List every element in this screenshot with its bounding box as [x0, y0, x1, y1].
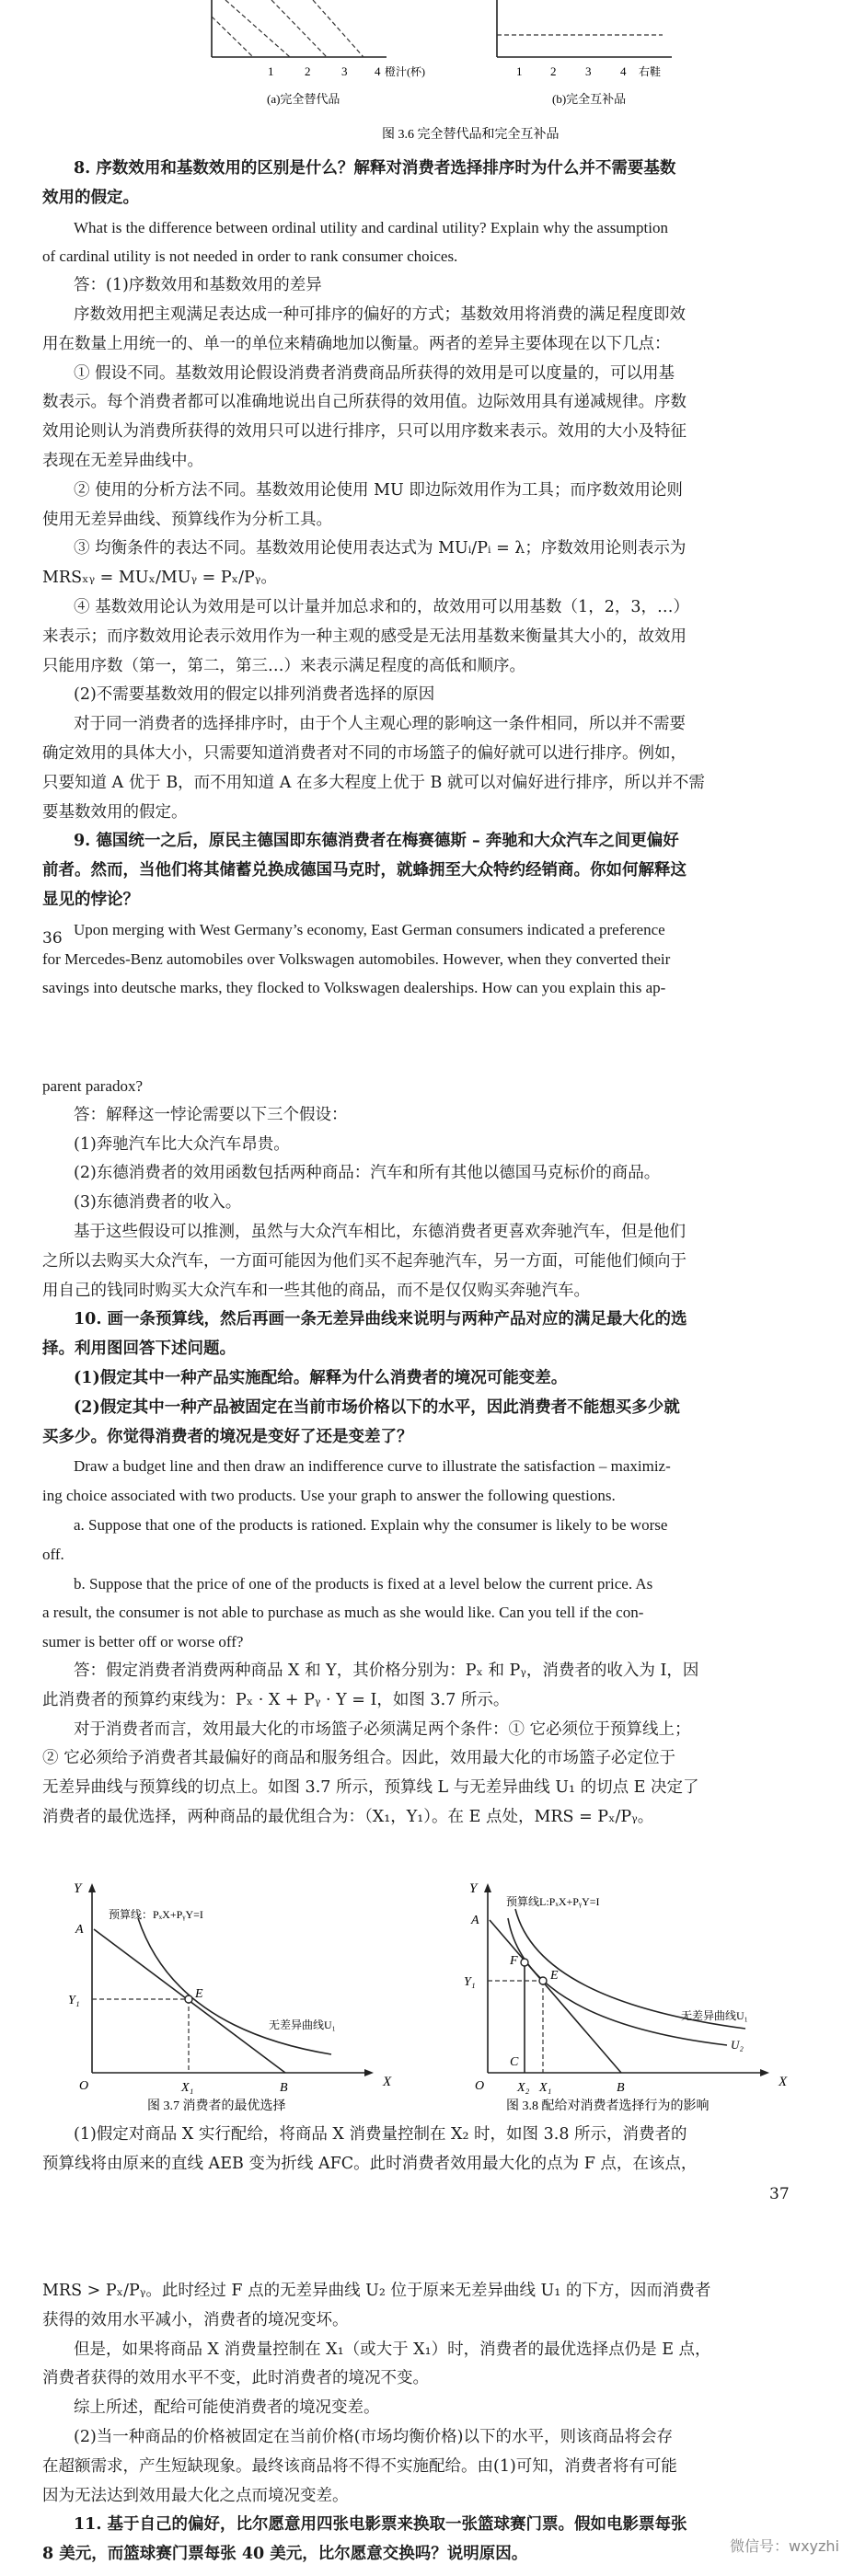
- text-line: Draw a budget line and then draw an indifference curve to illustrate the satisfaction – maximiz-: [74, 1457, 671, 1476]
- fig37-origin-label: O: [79, 2079, 89, 2093]
- text-line: 基于这些假设可以推测，虽然与大众汽车相比，东德消费者更喜欢奔驰汽车，但是他们: [74, 1222, 686, 1241]
- text-line: a result, the consumer is not able to purchase as much as she would like. Can you tell if the con-: [42, 1604, 644, 1622]
- fig36-left-axis-label: 橙汁(杯): [385, 65, 425, 78]
- fig36-left-tick: 1: [268, 64, 274, 78]
- fig38-x-label: X: [779, 2075, 788, 2089]
- text-line: 择。利用图回答下述问题。: [42, 1340, 236, 1359]
- text-line: 前者。然而，当他们将其储蓄兑换成德国马克时，就蜂拥至大众特约经销商。你如何解释这: [42, 861, 687, 880]
- text-line: 10. 画一条预算线，然后再画一条无差异曲线来说明与两种产品对应的满足最大化的选: [74, 1310, 687, 1329]
- fig36-left-tick: 4: [375, 64, 381, 78]
- fig38-y-label: Y: [469, 1881, 478, 1896]
- page-37: [0, 1072, 854, 2222]
- fig37-y-label: Y: [74, 1881, 82, 1896]
- fig38-budget-label: 预算线L:PₓX+PᵧY=I: [506, 1895, 600, 1908]
- text-line: 只要知道 A 优于 B，而不用知道 A 在多大程度上优于 B 就可以对偏好进行排序，所以并不需: [42, 773, 705, 792]
- text-line: of cardinal utility is not needed in order to rank consumer choices.: [42, 247, 458, 266]
- text-line: 用自己的钱同时购买大众汽车和一些其他的商品，而不是仅仅购买奔驰汽车。: [42, 1281, 590, 1300]
- fig38-origin-label: O: [475, 2079, 485, 2093]
- text-line: sumer is better off or worse off?: [42, 1633, 244, 1651]
- text-line: Upon merging with West Germany’s economy, East German consumers indicated a preference: [74, 920, 665, 938]
- text-line: for Mercedes-Benz automobiles over Volkswagen automobiles. However, when they converted their: [42, 949, 671, 968]
- figure-3-6: [184, 0, 699, 147]
- text-line: 效用的假定。: [42, 188, 139, 207]
- fig36-caption: 图 3.6 完全替代品和完全互补品: [382, 128, 560, 142]
- fig38-e-label: E: [550, 1969, 559, 1983]
- text-line: (2)当一种商品的价格被固定在当前价格(市场均衡价格)以下的水平，则该商品将会存: [74, 2427, 673, 2446]
- text-line: ing choice associated with two products. Use your graph to answer the following questions.: [42, 1487, 616, 1505]
- page-37-text-upper: [42, 1072, 811, 1833]
- text-line: (2)东德消费者的效用函数包括两种商品：汽车和所有其他以德国马克标价的商品。: [74, 1164, 661, 1183]
- text-line: 但是，如果将商品 X 消费量控制在 X₁（或大于 X₁）时，消费者的最优选择点仍是 E 点，: [74, 2340, 711, 2359]
- fig38-a-label: A: [471, 1914, 479, 1927]
- fig36-right-tick: 1: [516, 64, 523, 78]
- fig38-u2-label: U₂: [731, 2038, 744, 2052]
- text-line: MRS > Pₓ/Pᵧ。此时经过 F 点的无差异曲线 U₂ 位于原来无差异曲线 U₁ 的下方，因而消费者: [42, 2282, 711, 2300]
- text-line: 8. 序数效用和基数效用的区别是什么？解释对消费者选择排序时为什么并不需要基数: [74, 159, 676, 178]
- fig36-right-caption: (b)完全互补品: [552, 92, 627, 106]
- text-line: 只能用序数（第一，第二，第三…）来表示满足程度的高低和顺序。: [42, 656, 525, 675]
- text-line: 效用论则认为消费所获得的效用只可以进行排序，只可以用序数来表示。效用的大小及特征: [42, 422, 687, 442]
- fig38-point-f: [521, 1959, 528, 1966]
- text-line: 消费者的最优选择，两种商品的最优组合为：（X₁，Y₁）。在 E 点处，MRS = Pₓ/Pᵧ。: [42, 1807, 654, 1826]
- text-line: 8 美元，而篮球赛门票每张 40 美元，比尔愿意交换吗？说明原因。: [42, 2545, 528, 2564]
- fig38-b-label: B: [617, 2081, 625, 2095]
- text-line: b. Suppose that the price of one of the products is fixed at a level below the current price. As: [74, 1574, 653, 1593]
- fig37-x1-label: X₁: [181, 2081, 194, 2095]
- text-line: 表现在无差异曲线中。: [42, 451, 203, 470]
- text-line: savings into deutsche marks, they flocked to Volkswagen dealerships. How can you explain this ap-: [42, 979, 666, 997]
- page-number: 36: [42, 929, 63, 948]
- page-37-text-lower: [42, 2121, 811, 2179]
- text-line: 买多少。你觉得消费者的境况是变好了还是变差了？: [42, 1427, 413, 1446]
- page-number: 37: [769, 2185, 790, 2203]
- fig38-x2-label: X₂: [517, 2081, 530, 2095]
- text-line: 答：解释这一悖论需要以下三个假设：: [74, 1105, 348, 1124]
- fig38-y1-label: Y₁: [464, 1975, 476, 1989]
- text-line: 9. 德国统一之后，原民主德国即东德消费者在梅赛德斯 – 奔驰和大众汽车之间更偏好: [74, 832, 679, 851]
- fig38-x1-label: X₁: [539, 2081, 552, 2095]
- fig36-right-tick: 4: [620, 64, 627, 78]
- text-line: 对于同一消费者的选择排序时，由于个人主观心理的影响这一条件相同，所以并不需要: [74, 715, 686, 734]
- fig36-left-caption: (a)完全替代品: [267, 92, 340, 106]
- fig36-right-tick: 3: [585, 64, 592, 78]
- fig36-left-tick: 2: [305, 64, 311, 78]
- page-38: [0, 2268, 854, 2576]
- text-line: What is the difference between ordinal utility and cardinal utility? Explain why the assumption: [74, 218, 668, 236]
- fig37-a-label: A: [75, 1923, 84, 1937]
- page-36: [0, 0, 854, 997]
- text-line: a. Suppose that one of the products is rationed. Explain why the consumer is likely to be worse: [74, 1515, 668, 1534]
- fig37-x-label: X: [383, 2075, 392, 2089]
- text-line: 在超额需求，产生短缺现象。最终该商品将不得不实施配给。由(1)可知，消费者将有可能: [42, 2456, 677, 2476]
- text-line: 数表示。每个消费者都可以准确地说出自己所获得的效用值。边际效用具有递减规律。序数: [42, 393, 687, 412]
- fig37-point-e: [185, 1995, 192, 2003]
- text-line: 综上所述，配给可能使消费者的境况变差。: [74, 2398, 380, 2418]
- fig37-budget-label: 预算线：PₓX+PᵧY=I: [109, 1908, 203, 1921]
- text-line: 使用无差异曲线、预算线作为分析工具。: [42, 510, 332, 529]
- fig36-left-tick: 3: [341, 64, 348, 78]
- text-line: 获得的效用水平减小，消费者的境况变坏。: [42, 2310, 349, 2329]
- text-line: 显见的悖论？: [42, 890, 139, 909]
- text-line: 用在数量上用统一的、单一的单位来精确地加以衡量。两者的差异主要体现在以下几点：: [42, 334, 671, 353]
- fig38-point-e: [539, 1977, 547, 1984]
- page-36-text: [42, 155, 811, 1003]
- text-line: 答：假定消费者消费两种商品 X 和 Y，其价格分别为：Pₓ 和 Pᵧ，消费者的收入为 I，因: [74, 1661, 699, 1680]
- text-line: (3)东德消费者的收入。: [74, 1193, 242, 1213]
- text-line: (1)假定其中一种产品实施配给。解释为什么消费者的境况可能变差。: [74, 1368, 568, 1387]
- text-line: 之所以去购买大众汽车，一方面可能因为他们买不起奔驰汽车，另一方面，可能他们倾向于: [42, 1251, 687, 1271]
- text-line: ① 假设不同。基数效用论假设消费者消费商品所获得的效用是可以度量的，可以用基: [74, 363, 675, 383]
- text-line: ③ 均衡条件的表达不同。基数效用论使用表达式为 MUᵢ/Pᵢ = λ；序数效用论则表示为: [74, 539, 687, 558]
- figure-3-7: [55, 1881, 414, 2111]
- text-line: 确定效用的具体大小，只需要知道消费者对不同的市场篮子的偏好就可以进行排序。例如，: [42, 743, 687, 763]
- fig38-budget-line: [490, 1920, 621, 2073]
- text-line: (1)奔驰汽车比大众汽车昂贵。: [74, 1134, 290, 1154]
- page-38-text: [42, 2277, 811, 2570]
- fig38-f-label: F: [510, 1954, 518, 1968]
- text-line: 答：(1)序数效用和基数效用的差异: [74, 276, 322, 295]
- text-line: MRSₓᵧ = MUₓ/MUᵧ = Pₓ/Pᵧ。: [42, 569, 277, 588]
- text-line: 11. 基于自己的偏好，比尔愿意用四张电影票来换取一张篮球赛门票。假如电影票每张: [74, 2515, 687, 2535]
- fig38-c-label: C: [510, 2055, 519, 2069]
- text-line: 要基数效用的假定。: [42, 802, 188, 822]
- text-line: (1)假定对商品 X 实行配给，将商品 X 消费量控制在 X₂ 时，如图 3.8 所示，消费者的: [74, 2125, 687, 2144]
- text-line: 消费者获得的效用水平不变，此时消费者的境况不变。: [42, 2369, 429, 2388]
- fig36-right-tick: 2: [550, 64, 557, 78]
- text-line: 对于消费者而言，效用最大化的市场篮子必须满足两个条件：① 它必须位于预算线上；: [74, 1719, 691, 1739]
- text-line: (2)不需要基数效用的假定以排列消费者选择的原因: [74, 685, 435, 705]
- fig36-right-axis-label: 右鞋: [639, 65, 662, 78]
- text-line: 此消费者的预算约束线为：Pₓ · X + Pᵧ · Y = I，如图 3.7 所示。: [42, 1690, 510, 1709]
- text-line: (2)假定其中一种产品被固定在当前市场价格以下的水平，因此消费者不能想买多少就: [74, 1397, 680, 1417]
- fig37-caption: 图 3.7 消费者的最优选择: [147, 2099, 286, 2111]
- text-line: ② 它必须给予消费者其最偏好的商品和服务组合。因此，效用最大化的市场篮子必定位于: [42, 1749, 676, 1768]
- text-line: 预算线将由原来的直线 AEB 变为折线 AFC。此时消费者效用最大化的点为 F 点，在该点，: [42, 2154, 698, 2173]
- text-line: off.: [42, 1545, 64, 1563]
- wechat-watermark: 微信号：wxyzhi: [729, 2537, 839, 2555]
- text-line: ② 使用的分析方法不同。基数效用论使用 MU 即边际效用作为工具；而序数效用论则: [74, 480, 683, 500]
- text-line: 来表示；而序数效用论表示效用作为一种主观的感受是无法用基数来衡量其大小的，故效用: [42, 627, 687, 646]
- fig37-b-label: B: [280, 2081, 288, 2095]
- fig38-indiff-label: 无差异曲线U₁: [681, 2009, 748, 2022]
- text-line: 因为无法达到效用最大化之点而境况变差。: [42, 2486, 349, 2505]
- text-line: parent paradox?: [42, 1077, 144, 1095]
- fig38-caption: 图 3.8 配给对消费者选择行为的影响: [506, 2099, 710, 2111]
- fig37-indiff-label: 无差异曲线U₁: [269, 2018, 336, 2031]
- fig37-y1-label: Y₁: [68, 1994, 80, 2007]
- text-line: ④ 基数效用论认为效用是可以计量并加总求和的，故效用可以用基数（1，2，3，…）: [74, 597, 689, 616]
- fig37-e-label: E: [195, 1987, 203, 2001]
- text-line: 序数效用把主观满足表达成一种可排序的偏好的方式；基数效用将消费的满足程度即效: [74, 305, 686, 324]
- figure-3-8: [451, 1881, 819, 2111]
- text-line: 无差异曲线与预算线的切点上。如图 3.7 所示，预算线 L 与无差异曲线 U₁ 的切点 E 决定了: [42, 1778, 699, 1798]
